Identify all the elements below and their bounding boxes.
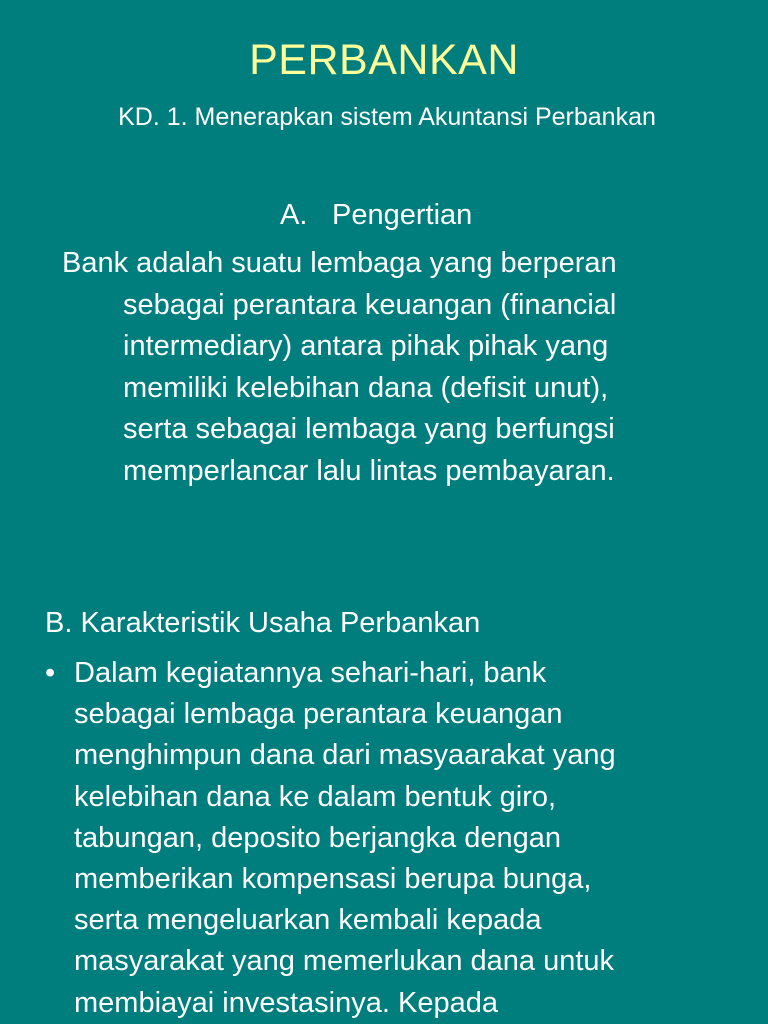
paragraph-line: memperlancar lalu lintas pembayaran.	[123, 454, 615, 487]
bullet-line: membiayai investasinya. Kepada	[74, 986, 498, 1019]
slide-title: PERBANKAN	[249, 36, 519, 84]
bullet-line: serta mengeluarkan kembali kepada	[74, 904, 542, 937]
section-b-bullet	[45, 653, 745, 1024]
section-a-letter: A.	[280, 199, 308, 231]
bullet-line: Dalam kegiatannya sehari-hari, bank	[74, 657, 547, 689]
bullet-line: memberikan kompensasi berupa bunga,	[74, 863, 592, 896]
section-a-paragraph	[62, 243, 722, 493]
bullet-line: menghimpun dana dari masyaarakat yang	[74, 739, 616, 772]
section-b-heading: B. Karakteristik Usaha Perbankan	[45, 607, 481, 639]
section-a-heading-text: Pengertian	[332, 199, 473, 231]
paragraph-line: intermediary) antara pihak pihak yang	[123, 330, 609, 363]
bullet-dot-icon: •	[45, 657, 56, 689]
paragraph-line: memiliki kelebihan dana (defisit unut),	[123, 371, 609, 404]
bullet-line: kelebihan dana ke dalam bentuk giro,	[74, 780, 557, 813]
paragraph-line: sebagai perantara keuangan (financial	[123, 288, 617, 321]
bullet-line: tabungan, deposito berjangka dengan	[74, 821, 561, 854]
bullet-line: masyarakat yang memerlukan dana untuk	[74, 945, 615, 978]
paragraph-line: Bank adalah suatu lembaga yang berperan	[62, 247, 617, 279]
section-a-heading	[280, 197, 472, 233]
bullet-line: sebagai lembaga perantara keuangan	[74, 698, 563, 731]
slide-subtitle: KD. 1. Menerapkan sistem Akuntansi Perbankan	[118, 103, 656, 131]
paragraph-line: serta sebagai lembaga yang berfungsi	[123, 413, 615, 446]
